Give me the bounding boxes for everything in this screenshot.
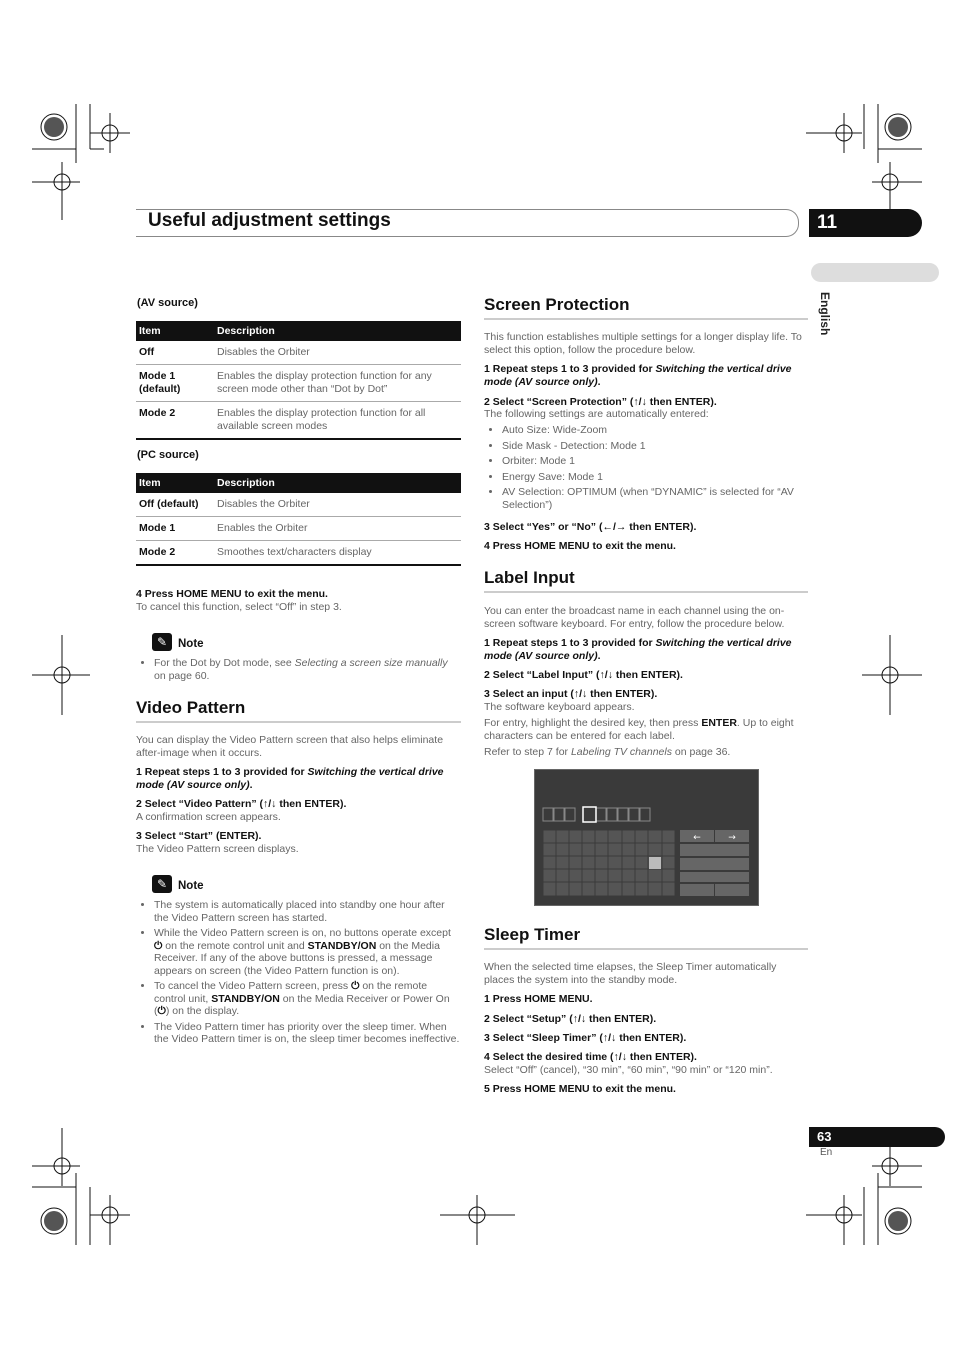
page-language: En [820,1147,833,1158]
item-cell: Off (default) [136,493,214,517]
video-pattern-heading: Video Pattern [136,698,246,717]
keyboard-graphic [535,770,758,905]
label-input-intro: You can enter the broadcast name in each channel using the on-screen software keyboard. For entry, follow the procedure below. [484,605,785,630]
video-pattern-note-list [136,899,461,1049]
table-row [136,341,461,365]
heading-rule [136,721,461,723]
screen-protection-heading: Screen Protection [484,295,630,314]
sleep-timer-step-4: 4 Select the desired time (↑/↓ then ENTER). [484,1051,697,1063]
table-row [136,493,461,517]
orbiter-note-list [136,657,461,685]
item-cell: Mode 2 [136,402,214,440]
list-item: • AV Selection: OPTIMUM (when “DYNAMIC” is selected for “AV Selection”) [502,486,826,511]
video-pattern-step-2-body: A confirmation screen appears. [136,811,281,823]
heading-rule [484,318,808,320]
table-row [136,517,461,541]
screen-protection-step-1: 1 Repeat steps 1 to 3 provided for Switching the vertical drive mode (AV source only). [484,363,792,388]
item-cell: Mode 1 [136,517,214,541]
software-keyboard-illustration [534,769,759,906]
screen-protection-list [484,424,826,514]
item-cell: Mode 2 [136,541,214,566]
heading-rule [484,948,808,950]
list-item: • Side Mask - Detection: Mode 1 [502,440,826,453]
desc-cell: Disables the Orbiter [214,341,461,365]
label-input-step-2: 2 Select “Label Input” (↑/↓ then ENTER). [484,669,683,681]
item-cell: Off [136,341,214,365]
sleep-timer-intro: When the selected time elapses, the Sleep Timer automatically places the system into the standby mode. [484,961,777,986]
label-input-refer-text: Refer to step 7 for Labeling TV channels on page 36. [484,746,731,758]
arrow-left-icon: ← [693,833,701,843]
label-input-entry-text: For entry, highlight the desired key, then press ENTER. Up to eight characters can be entered for each label. [484,717,794,742]
pc-source-table [136,473,461,566]
list-item: • Auto Size: Wide-Zoom [502,424,826,437]
video-pattern-step-3-body: The Video Pattern screen displays. [136,843,299,855]
col-description: Description [214,321,461,341]
page-title: Useful adjustment settings [148,210,391,231]
screen-protection-step-4: 4 Press HOME MENU to exit the menu. [484,540,676,552]
col-item: Item [136,473,214,493]
sleep-timer-step-1: 1 Press HOME MENU. [484,993,593,1005]
label-input-step-3: 3 Select an input (↑/↓ then ENTER). [484,688,658,700]
chapter-number: 11 [809,209,922,237]
col-item: Item [136,321,214,341]
list-item: • To cancel the Video Pattern screen, press ⏻ on the remote control unit, STANDBY/ON on the Media Receiver or Power On (⏻) on the display. [154,980,461,1018]
table-row [136,541,461,566]
label-input-heading: Label Input [484,568,575,587]
label-input-step-3-body: The software keyboard appears. [484,701,635,713]
video-pattern-step-1: 1 Repeat steps 1 to 3 provided for Switching the vertical drive mode (AV source only). [136,766,444,791]
arrow-right-icon: → [728,833,736,843]
note-icon: ✎ [152,633,172,651]
sleep-timer-heading: Sleep Timer [484,925,581,944]
screen-protection-step-2: 2 Select “Screen Protection” (↑/↓ then ENTER). [484,396,717,408]
list-item: • The Video Pattern timer has priority over the sleep timer. When the Video Pattern timer is on, the sleep timer becomes ineffective. [154,1021,461,1046]
desc-cell: Enables the Orbiter [214,517,461,541]
desc-cell: Enables the display protection function for any screen mode other than “Dot by Dot” [214,365,461,402]
language-label: English [818,292,832,336]
av-source-label: (AV source) [137,297,198,309]
screen-protection-intro: This function establishes multiple settings for a longer display life. To select this option, follow the procedure below. [484,331,802,356]
orbiter-step-4: 4 Press HOME MENU to exit the menu. [136,588,328,600]
desc-cell: Disables the Orbiter [214,493,461,517]
sleep-timer-step-5: 5 Press HOME MENU to exit the menu. [484,1083,676,1095]
list-item: • Energy Save: Mode 1 [502,471,826,484]
note-icon: ✎ [152,875,172,893]
label-input-step-1: 1 Repeat steps 1 to 3 provided for Switching the vertical drive mode (AV source only). [484,637,792,662]
item-cell: Mode 1 (default) [136,365,214,402]
list-item: • While the Video Pattern screen is on, no buttons operate except ⏻ on the remote control unit and STANDBY/ON on the Media Receiver. If any of the above buttons is pressed, a message appears on screen (the Video Pattern function is on). [154,927,461,977]
list-item: • The system is automatically placed into standby one hour after the Video Pattern screen has started. [154,899,461,924]
list-item: • For the Dot by Dot mode, see Selecting a screen size manually on page 60. [154,657,461,682]
table-row [136,402,461,440]
power-icon: ⏻ [154,939,163,952]
screen-protection-step-3: 3 Select “Yes” or “No” (←/→ then ENTER). [484,521,697,533]
power-icon: ⏻ [157,1005,166,1017]
language-tab [811,263,939,282]
sleep-timer-step-3: 3 Select “Sleep Timer” (↑/↓ then ENTER). [484,1032,687,1044]
video-pattern-step-3: 3 Select “Start” (ENTER). [136,830,262,842]
note-label: Note [178,880,204,892]
video-pattern-intro: You can display the Video Pattern screen that also helps eliminate after-image when it occurs. [136,734,444,759]
screen-protection-step-2-body: The following settings are automatically entered: [484,408,709,420]
list-item: • Orbiter: Mode 1 [502,455,826,468]
sleep-timer-step-4-body: Select “Off” (cancel), “30 min”, “60 min”, “90 min” or “120 min”. [484,1064,773,1076]
sleep-timer-step-2: 2 Select “Setup” (↑/↓ then ENTER). [484,1013,657,1025]
page-number: 63 [809,1127,945,1147]
desc-cell: Smoothes text/characters display [214,541,461,566]
heading-rule [484,591,808,593]
pc-source-label: (PC source) [137,449,199,461]
note-label: Note [178,638,204,650]
orbiter-cancel-text: To cancel this function, select “Off” in step 3. [136,601,342,613]
desc-cell: Enables the display protection function for all available screen modes [214,402,461,440]
table-row [136,365,461,402]
col-description: Description [214,473,461,493]
av-source-table [136,321,461,440]
power-icon: ⏻ [351,980,360,992]
video-pattern-step-2: 2 Select “Video Pattern” (↑/↓ then ENTER). [136,798,347,810]
